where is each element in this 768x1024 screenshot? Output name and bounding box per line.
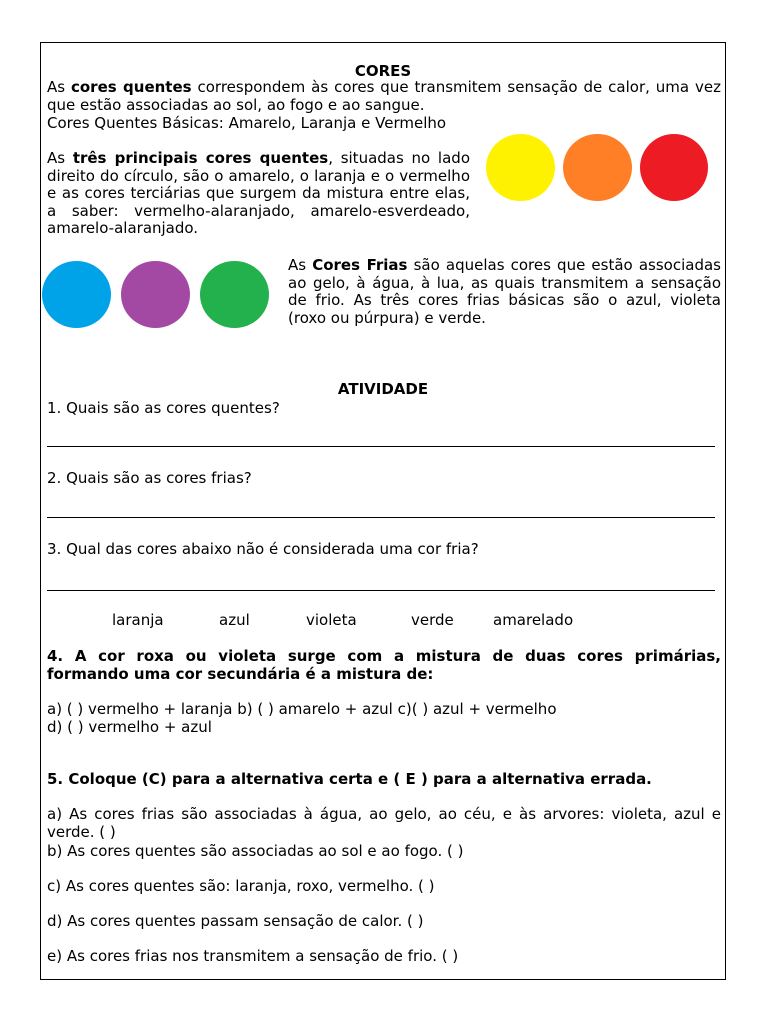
text-run: , situadas no lado direito do círculo, são o amarelo, o laranja e o vermelho e as cores terciárias que surgem da mistura entre elas, a saber: vermelho-alaranjado, amarelo-esverdeado, amarelo-alaranjado. <box>47 149 470 237</box>
bold-term: Cores Frias <box>312 256 408 274</box>
activity-title: ATIVIDADE <box>337 380 429 398</box>
text-run: As <box>47 78 71 96</box>
option-laranja: laranja <box>112 611 164 629</box>
answer-line-2[interactable] <box>47 517 715 518</box>
warm-principal-paragraph <box>47 150 470 238</box>
answer-line-3[interactable] <box>47 590 715 591</box>
text-run: correspondem às cores que transmitem sensação de calor, uma vez que estão associadas ao sol, ao fogo e ao sangue. <box>47 78 721 114</box>
red-circle <box>640 134 708 201</box>
question-4: 4. A cor roxa ou violeta surge com a mistura de duas cores primárias, formando uma cor secundária é a mistura de: <box>47 647 721 683</box>
warm-basic-colors-line: Cores Quentes Básicas: Amarelo, Laranja e Vermelho <box>47 114 447 132</box>
option-violeta: violeta <box>306 611 357 629</box>
question-5-item-b: b) As cores quentes são associadas ao sol e ao fogo. ( ) <box>47 842 464 860</box>
purple-circle <box>121 261 190 328</box>
page-title: CORES <box>354 62 412 80</box>
text-run: são aquelas cores que estão associadas ao gelo, à água, à lua, as quais transmitem a sensação de frio. As três cores frias básicas são o azul, violeta (roxo ou púrpura) e verde. <box>288 256 721 327</box>
cool-colors-paragraph <box>288 257 721 327</box>
question-4-options-line-1: a) ( ) vermelho + laranja b) ( ) amarelo + azul c)( ) azul + vermelho <box>47 700 557 718</box>
question-5-item-a: a) As cores frias são associadas à água, ao gelo, ao céu, e às arvores: violeta, azul e verde. ( ) <box>47 805 721 841</box>
question-2: 2. Quais são as cores frias? <box>47 469 252 487</box>
orange-circle <box>563 134 632 201</box>
question-1: 1. Quais são as cores quentes? <box>47 399 280 417</box>
yellow-circle <box>486 134 555 201</box>
text-run: As <box>288 256 313 274</box>
answer-line-1[interactable] <box>47 446 715 447</box>
option-amarelado: amarelado <box>493 611 574 629</box>
option-azul: azul <box>219 611 250 629</box>
bold-term: três principais cores quentes <box>72 149 329 167</box>
option-verde: verde <box>411 611 454 629</box>
text-run: As <box>47 149 73 167</box>
blue-circle <box>42 261 111 328</box>
green-circle <box>200 261 269 328</box>
question-5-item-d: d) As cores quentes passam sensação de calor. ( ) <box>47 912 424 930</box>
question-5: 5. Coloque (C) para a alternativa certa e ( E ) para a alternativa errada. <box>47 770 652 788</box>
question-5-item-e: e) As cores frias nos transmitem a sensação de frio. ( ) <box>47 947 459 965</box>
question-3: 3. Qual das cores abaixo não é considerada uma cor fria? <box>47 540 479 558</box>
question-4-options-line-2: d) ( ) vermelho + azul <box>47 718 212 736</box>
warm-colors-paragraph <box>47 79 721 114</box>
bold-term: cores quentes <box>70 78 192 96</box>
question-5-item-c: c) As cores quentes são: laranja, roxo, vermelho. ( ) <box>47 877 435 895</box>
